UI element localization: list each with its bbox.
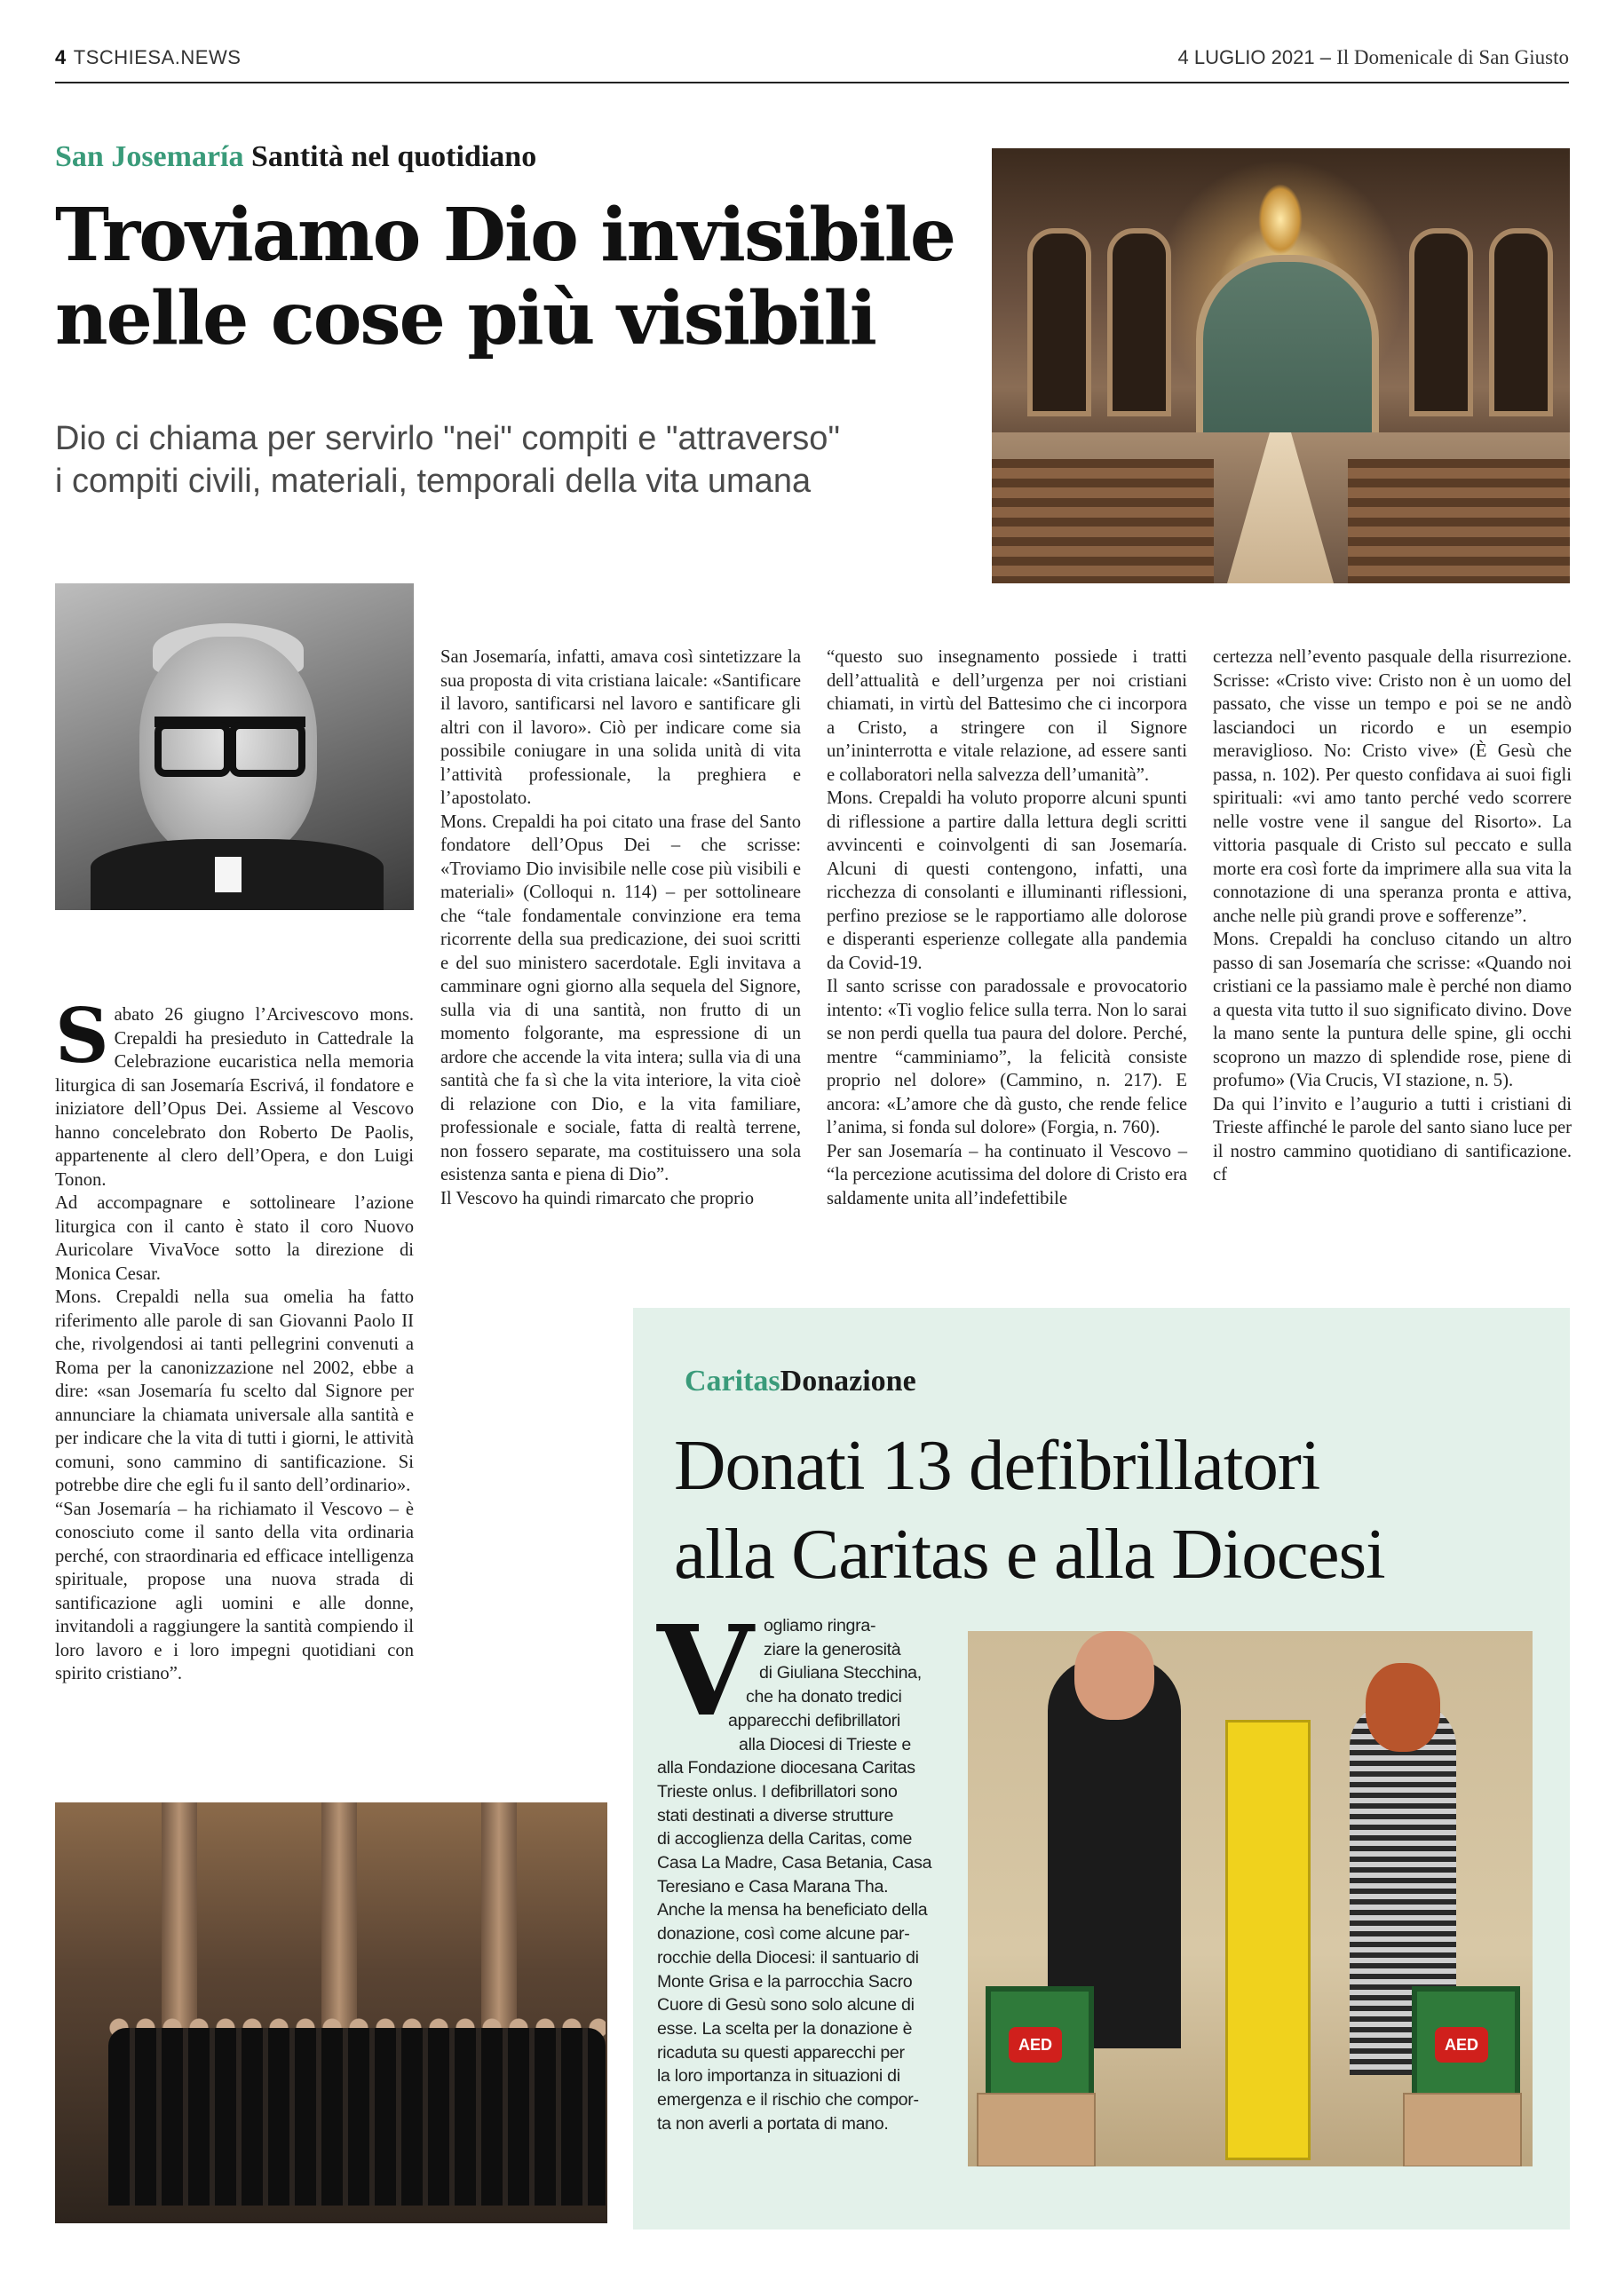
body-line: ta non averli a portata di mano. xyxy=(657,2113,889,2134)
body-line: Anche la mensa ha beneficiato della xyxy=(657,1900,928,1921)
header-rule xyxy=(55,82,1569,83)
body-line: Monte Grisa e la parrocchia Sacro xyxy=(657,1971,913,1992)
body-line: apparecchi defibrillatori xyxy=(728,1710,900,1730)
body-line: alla Diocesi di Trieste e xyxy=(739,1734,911,1754)
body-line: di accoglienza della Caritas, come xyxy=(657,1829,913,1849)
article1-column-2: San Josemaría, infatti, amava così sintetizzare la sua proposta di vita cristiana laicale: «Santificare il lavoro, santificarsi nel lavoro e santificare gli altri con il lavoro». Ciò per indicare come sia possibile coniugare in una solida unità di vita l’attività professionale, la preghiera e l’apostolato. Mons. Crepaldi ha poi citato una frase del Santo fondatore dell’Opus Dei – che scrisse: «Troviamo Dio invisibile nelle cose più visibili e materiali» (Colloqui n. 114) – per sottolineare che “tale fondamentale convinzione era tema ricorrente della sua predicazione, dei suoi scritti e del suo ministero sacerdotale. Egli invitava a camminare ogni giorno alla sequela del Signore, sulla via di una santità, non frutto di un momento folgorante, ma espressione di un ardore che accende la vita intera; sulla via di una santità che fa sì che la vita interiore, la vita cioè di relazione con Dio, e la vita familiare, professionale e sociale, fatta di realtà terrene, non fossero separate, ma costituissero una sola esistenza santa e piena di Dio”. Il Vescovo ha quindi rimarcato che proprio xyxy=(440,647,801,1208)
body-line: la loro importanza in situazioni di xyxy=(657,2066,900,2087)
body-line: Cuore di Gesù sono solo alcune di xyxy=(657,1995,915,2016)
issue-date: 4 LUGLIO 2021 xyxy=(1177,46,1315,68)
header-separator: – xyxy=(1319,46,1331,68)
defibrillator-donation-photo xyxy=(968,1631,1533,2166)
cathedral-interior-photo xyxy=(992,148,1570,583)
article1-subtitle xyxy=(55,417,970,503)
running-header-left xyxy=(55,46,241,69)
article1-headline xyxy=(55,194,978,360)
body-line: di Giuliana Stecchina, xyxy=(759,1663,922,1683)
body-line: Trieste onlus. I defibrillatori sono xyxy=(657,1781,898,1802)
article2-headline xyxy=(674,1421,1562,1598)
site-name: TSCHIESA.NEWS xyxy=(73,46,242,68)
san-josemaria-portrait-photo xyxy=(55,583,414,910)
body-line: alla Fondazione diocesana Caritas xyxy=(657,1758,915,1778)
choir-photo xyxy=(55,1802,607,2223)
body-line: emergenza e il rischio che compor- xyxy=(657,2090,919,2111)
headline-line: alla Caritas e alla Diocesi xyxy=(674,1514,1385,1594)
article1-column-1 xyxy=(55,992,414,1686)
dropcap: S xyxy=(55,992,109,1080)
article2-kicker xyxy=(685,1365,916,1398)
subtitle-line: Dio ci chiama per servirlo "nei" compiti e "attraverso" xyxy=(55,420,840,457)
body-line: stati destinati a diverse strutture xyxy=(657,1805,894,1826)
dropcap: V xyxy=(657,1599,754,1745)
publication-name: Il Domenicale di San Giusto xyxy=(1336,46,1569,68)
body-line: Teresiano e Casa Marana Tha. xyxy=(657,1876,889,1897)
body-line: rocchie della Diocesi: il santuario di xyxy=(657,1947,919,1968)
headline-line: nelle cose più visibili xyxy=(55,276,875,361)
kicker-section: Caritas xyxy=(685,1365,780,1398)
article1-kicker xyxy=(55,140,536,174)
kicker-topic: Santità nel quotidiano xyxy=(251,140,537,173)
body-line: esse. La scelta per la donazione è xyxy=(657,2018,913,2039)
headline-line: Troviamo Dio invisibile xyxy=(55,193,955,278)
kicker-section: San Josemaría xyxy=(55,140,244,173)
body-line: ogliamo ringra- xyxy=(764,1616,876,1635)
headline-line: Donati 13 defibrillatori xyxy=(674,1425,1320,1505)
column-text: abato 26 giugno l’Arcivescovo mons. Crepaldi ha presieduto in Cattedrale la Celebrazione eucaristica nella memoria liturgica di san Josemaría Escrivá, il fondatore e iniziatore dell’Opus Dei. Assieme al Vescovo hanno concelebrato don Roberto De Paolis, appartenente al clero dell’Opera, e don Luigi Tonon. Ad accompagnare e sottolineare l’azione liturgica con il canto è stato il coro Nuovo Auricolare VivaVoce sotto la direzione di Monica Cesar. Mons. Crepaldi nella sua omelia ha fatto riferimento alle parole di san Giovanni Paolo II che, rivolgendosi ai tanti pellegrini convenuti a Roma per la canonizzazione nel 2002, ebbe a dire: «san Josemaría fu scelto dal Signore per annunciare la chiamata universale alla santità e per indicare che la vita di tutti i giorni, le attività comuni, sono cammino di santificazione. Si potrebbe dire che egli fu il santo dell’ordinario». “San Josemaría – ha richiamato il Vescovo – è conosciuto come il santo della vita ordinaria perché, con straordinaria ed efficace intelligenza spirituale, propose una nuova strada di santificazione agli uomini e alle donne, invitandoli a raggiungere la santità compiendo il loro lavoro e i loro impegni quotidiani con spirito cristiano”. xyxy=(55,1005,414,1683)
body-line: donazione, così come alcune par- xyxy=(657,1924,910,1944)
body-line: ricaduta su questi apparecchi per xyxy=(657,2042,905,2063)
article1-column-3: “questo suo insegnamento possiede i tratti dell’attualità e dell’urgenza per noi cristiani chiamati, in virtù del Battesimo che ci incorpora a Cristo, a stringere con il Signore un’ininterrotta e vitale relazione, ad essere santi e collaboratori nella salvezza dell’umanità”. Mons. Crepaldi ha voluto proporre alcuni spunti di riflessione a partire dalla lettura degli scritti avvincenti e coinvolgenti di san Josemaría. Alcuni di questi contengono, infatti, una ricchezza di consolanti e illuminanti riflessioni, perfino preziose se le rapportiamo alle dolorose e disperanti esperienze collegate alla pandemia da Covid-19. Il santo scrisse con paradossale e provocatorio intento: «Ti voglio felice sulla terra. Non lo sarai se non perdi quella tua paura del dolore. Perché, mentre “camminiamo”, la felicità consiste proprio nel dolore» (Cammino, n. 217). E ancora: «L’amore che dà gusto, che rende felice l’anima, si fonda sul dolore» (Forgia, n. 760). Per san Josemaría – ha continuato il Vescovo – “la percezione acutissima del dolore di Cristo era saldamente unita all’indefettibile xyxy=(827,647,1187,1208)
subtitle-line: i compiti civili, materiali, temporali della vita umana xyxy=(55,463,812,500)
page-number: 4 xyxy=(55,46,67,68)
body-line: ziare la generosità xyxy=(764,1639,901,1659)
running-header-right xyxy=(1177,46,1569,69)
kicker-topic: Donazione xyxy=(780,1365,916,1398)
article2-body xyxy=(657,1614,938,2135)
body-line: Casa La Madre, Casa Betania, Casa xyxy=(657,1853,932,1873)
article1-column-4: certezza nell’evento pasquale della risurrezione. Scrisse: «Cristo vive: Cristo non è un uomo del passato, che visse un tempo e poi se ne andò lasciandoci un ricordo e un esempio meraviglioso. No: Cristo vive» (È Gesù che passa, n. 102). Per questo confidava ai suoi figli spirituali: «vi amo tanto perché vedo scorrere nelle vostre vene il sangue del Risorto». La vittoria pasquale di Cristo sul peccato e sulla morte era così forte da imprimere alla sua vita la connotazione di una speranza pronta e attiva, anche nelle più grandi prove e sofferenze”. Mons. Crepaldi ha concluso citando un altro passo di san Josemaría che scrisse: «Quando noi cristiani ce la passiamo male è perché non diamo a questa vita tutto il suo significato divino. Dove la mano sente la puntura delle spine, gli occhi scoprono un mazzo di splendide rose, piene di profumo» (Via Crucis, VI stazione, n. 5). Da qui l’invito e l’augurio a tutti i cristiani di Trieste affinché le parole del santo siano luce per il nostro cammino quotidiano di santificazione. cf xyxy=(1213,647,1572,1184)
body-line: che ha donato tredici xyxy=(746,1687,902,1707)
